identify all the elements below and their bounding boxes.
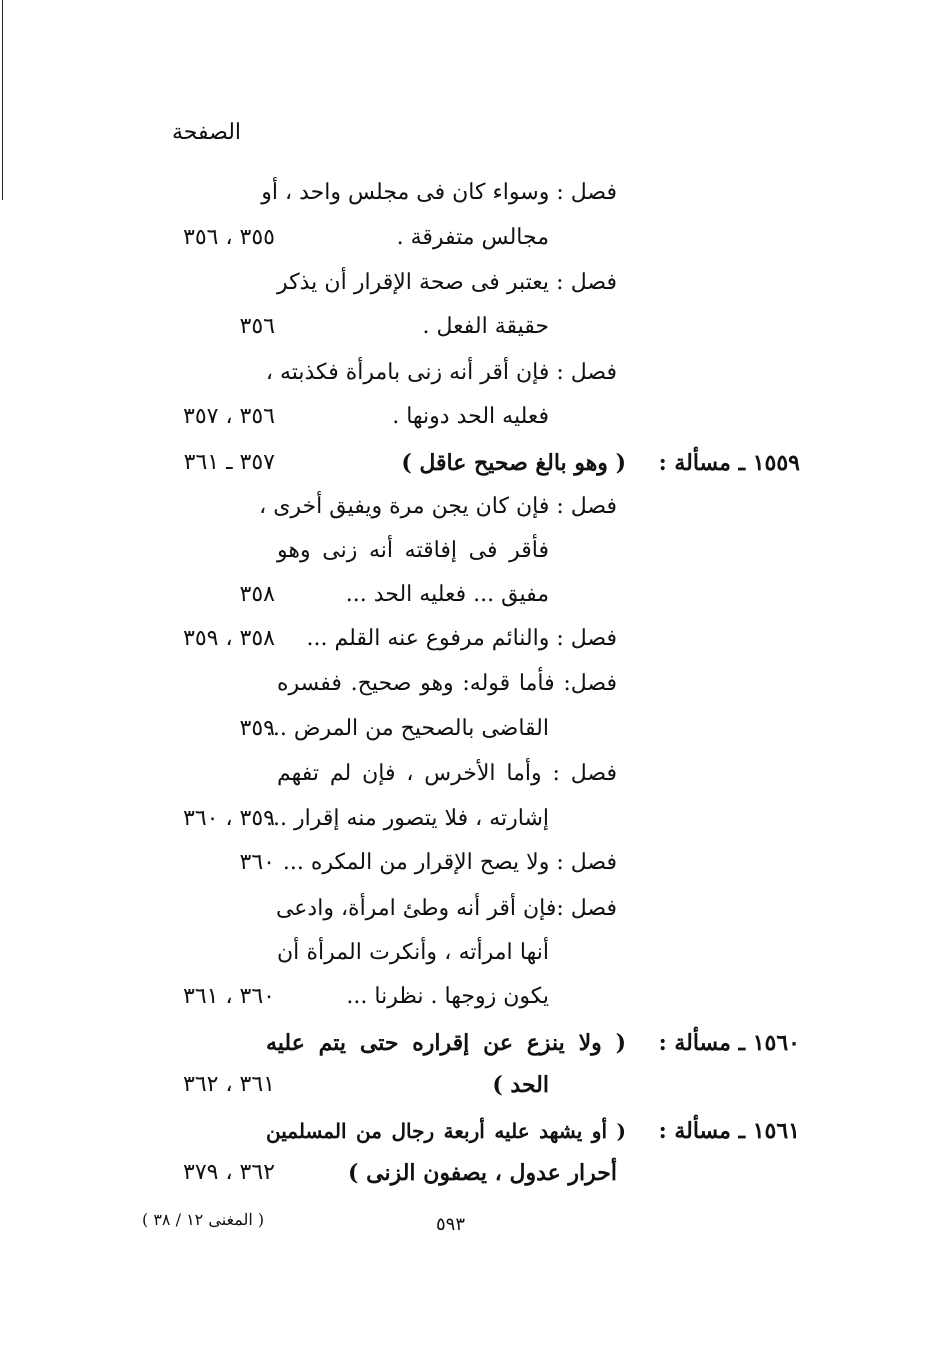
page-reference: ٣٦٠ (239, 850, 275, 875)
page-reference: ٣٥٥ ، ٣٥٦ (183, 225, 275, 250)
entry-text: القاضى بالصحيح من المرض ... (265, 716, 549, 741)
index-row (0, 661, 945, 707)
masala-text: الحد ) (492, 1072, 549, 1098)
masala-text: ( وهو بالغ صحيح عاقل ) (401, 450, 626, 476)
page-reference: ٣٦١ ، ٣٦٢ (183, 1072, 275, 1097)
masala-row (0, 440, 945, 486)
index-row (0, 394, 945, 440)
page-reference: ٣٥٨ ، ٣٥٩ (183, 626, 275, 651)
index-row (0, 350, 945, 396)
index-row (0, 304, 945, 350)
entry-text: فصل : فإن أقر أنه زنى بامرأة فكذبته ، (265, 360, 617, 385)
page-reference: ٣٥٩ (239, 716, 275, 741)
masala-text: أحرار عدول ، يصفون الزنى ) (348, 1160, 617, 1186)
page-reference: ٣٥٦ (239, 314, 275, 339)
entry-text: فصل : وأما الأخرس ، فإن لم تفهم (277, 761, 617, 786)
entry-text: فأقر فى إفاقته أنه زنى وهو (277, 538, 549, 563)
masala-number: ١٥٥٩ ـ مسألة : (658, 450, 800, 476)
page-number: ٥٩٣ (436, 1214, 466, 1235)
masala-text: ( ولا ينزع عن إقراره حتى يتم عليه (266, 1030, 626, 1056)
entry-text: حقيقة الفعل . (422, 314, 549, 339)
index-row (0, 751, 945, 797)
page-reference: ٣٦٠ ، ٣٦١ (183, 984, 275, 1009)
entry-text: فصل : ولا يصح الإقرار من المكره ... (282, 850, 617, 875)
page-reference: ٣٥٩ ، ٣٦٠ (183, 806, 275, 831)
index-row (0, 616, 945, 662)
entry-text: فصل : فإن كان يجن مرة ويفيق أخرى ، (259, 494, 617, 519)
index-row (0, 215, 945, 261)
index-row (0, 930, 945, 976)
entry-text: فصل : والنائم مرفوع عنه القلم ... (306, 626, 617, 651)
masala-number: ١٥٦١ ـ مسألة : (658, 1118, 800, 1144)
entry-text: فصل: فأما قوله: وهو صحيح. ففسره (277, 671, 617, 696)
index-row (0, 572, 945, 618)
index-row (0, 260, 945, 306)
masala-row (0, 1108, 945, 1154)
index-row (0, 840, 945, 886)
page-reference: ٣٥٦ ، ٣٥٧ (183, 404, 275, 429)
masala-number: ١٥٦٠ ـ مسألة : (658, 1030, 800, 1056)
entry-text: فصل : وسواء كان فى مجلس واحد ، أو (261, 180, 617, 205)
entry-text: فعليه الحد دونها . (392, 404, 549, 429)
index-row (0, 1150, 945, 1196)
entry-text: يكون زوجها . نظرنا ... (346, 984, 549, 1009)
index-row (0, 1062, 945, 1108)
entry-text: مفيق ... فعليه الحد ... (345, 582, 549, 607)
index-row (0, 886, 945, 932)
index-row (0, 528, 945, 574)
entry-text: فصل :فإن أقر أنه وطئ امرأة، وادعى (275, 896, 617, 921)
page-reference: ٣٥٨ (239, 582, 275, 607)
entry-text: أنها امرأته ، وأنكرت المرأة أن (277, 940, 549, 965)
index-row (0, 170, 945, 216)
entry-text: إشارته ، فلا يتصور منه إقرار ... (265, 806, 549, 831)
masala-text: ( أو يشهد عليه أربعة رجال من المسلمين (266, 1119, 626, 1143)
index-row (0, 974, 945, 1020)
masala-row (0, 1020, 945, 1066)
page-reference: ٣٥٧ ـ ٣٦١ (183, 450, 275, 475)
page-column-header: الصفحة (172, 120, 242, 145)
entry-text: مجالس متفرقة . (396, 225, 549, 250)
index-row (0, 796, 945, 842)
index-row (0, 706, 945, 752)
footer-reference: ( المغنى ١٢ / ٣٨ ) (142, 1210, 265, 1229)
entry-text: فصل : يعتبر فى صحة الإقرار أن يذكر (277, 270, 617, 295)
index-row (0, 484, 945, 530)
page-reference: ٣٦٢ ، ٣٧٩ (183, 1160, 275, 1185)
